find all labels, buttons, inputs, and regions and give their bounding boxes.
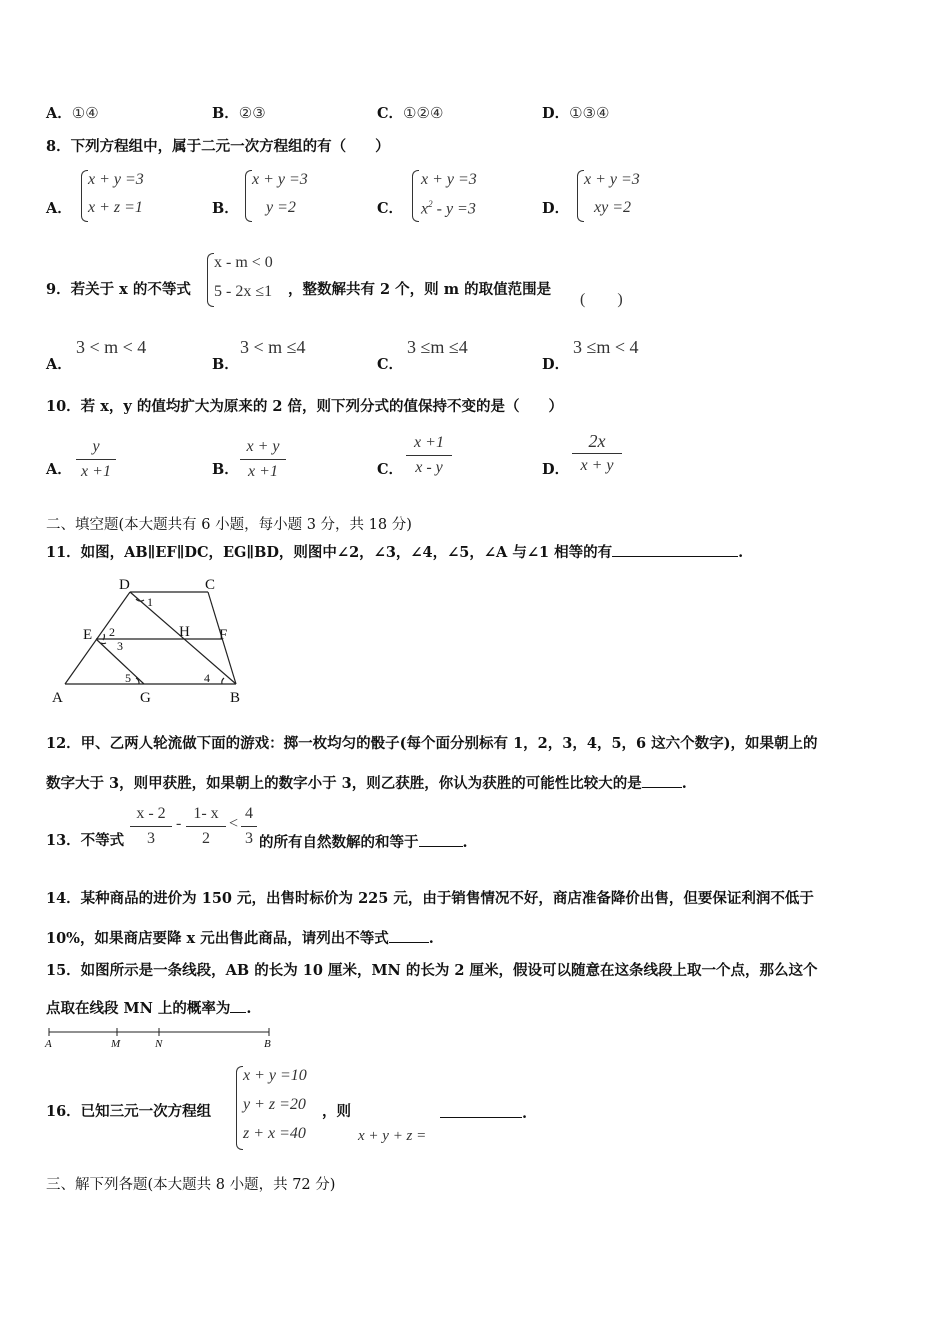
q9-option-b-expr: 3 < m ≤4 <box>240 337 306 357</box>
q9-option-d-expr: 3 ≤m < 4 <box>573 337 639 357</box>
q11-angle-3: 3 <box>117 639 123 653</box>
q13-fraction-2: 1- x 2 <box>186 804 226 849</box>
q8-option-d-brace <box>577 170 584 222</box>
q16-prefix: 16．已知三元一次方程组 <box>46 1103 212 1120</box>
q9-prefix: 9．若关于 x 的不等式 <box>46 281 191 298</box>
q8-option-c-brace <box>412 170 419 222</box>
q10-option-a-fraction: y x +1 <box>76 437 116 482</box>
q11-label-f: F <box>219 627 228 643</box>
q16-system-brace <box>236 1066 243 1150</box>
q11-label-a: A <box>52 690 63 706</box>
q9-paren: ( ) <box>580 291 623 308</box>
q11-label-b: B <box>230 690 241 706</box>
q12-answer-blank <box>642 773 682 788</box>
q12-line2: 数字大于 3，则甲获胜，如果朝上的数字小于 3，则乙获胜，你认为获胜的可能性比较大的是 . <box>46 775 687 792</box>
q11-angle-4: 4 <box>204 671 210 685</box>
q8-option-b-line2: y =2 <box>266 199 296 216</box>
q15-label-m: M <box>111 1038 121 1050</box>
q8-option-c-letter: C． <box>377 200 404 217</box>
q8-option-d-line1: x + y =3 <box>584 171 640 188</box>
q13-less-than: < <box>229 815 239 832</box>
q10-option-b-letter: B． <box>212 461 239 478</box>
q8-option-c-line2: $x^2 - y =3$ <box>421 199 476 218</box>
q11-label-e: E <box>83 627 93 643</box>
q16-system-line1: x + y =10 <box>243 1067 307 1084</box>
q10-option-d-letter: D． <box>542 461 570 478</box>
q11-answer-blank <box>612 542 738 557</box>
q16-answer-blank <box>440 1103 522 1118</box>
q8-option-a-brace <box>81 170 88 222</box>
q12-line1: 12．甲、乙两人轮流做下面的游戏：掷一枚均匀的骰子(每个面分别标有 1，2，3，4，5，6 这六个数字)，如果朝上的 <box>46 735 818 752</box>
q14-answer-blank <box>389 928 429 943</box>
q9-option-d-letter: D． <box>542 356 570 373</box>
q13-fraction-1: x - 2 3 <box>130 804 172 849</box>
q9-system-brace <box>207 253 214 307</box>
q15-line2: 点取在线段 MN 上的概率为 . <box>46 1000 252 1017</box>
q10-option-c-letter: C． <box>377 461 404 478</box>
q8-option-d-line2: xy =2 <box>594 199 631 216</box>
q9-option-c-expr: 3 ≤m ≤4 <box>407 337 468 357</box>
q16-system-line3: z + x =40 <box>243 1125 306 1142</box>
q15-label-n: N <box>155 1038 163 1050</box>
q7-option-d: D．①③④ <box>542 105 610 122</box>
q9-option-c-letter: C． <box>377 356 404 373</box>
q10-option-a-letter: A． <box>46 461 72 478</box>
q8-option-a-letter: A． <box>46 200 72 217</box>
q13-prefix: 13．不等式 <box>46 832 125 849</box>
q8-option-a-line2: x + z =1 <box>88 199 143 216</box>
q13-minus: - <box>176 815 182 832</box>
q11-label-c: C <box>205 577 216 593</box>
section-2-title: 二、填空题(本大题共有 6 小题，每小题 3 分，共 18 分) <box>46 517 412 533</box>
q11-angle-5: 5 <box>125 671 131 685</box>
q14-line1: 14．某种商品的进价为 150 元，出售时标价为 225 元，由于销售情况不好，商店准备降价出售，但要保证利润不低于 <box>46 890 814 907</box>
q15-segment-figure <box>40 1024 280 1050</box>
q9-system-line2: 5 - 2x ≤1 <box>214 283 273 300</box>
q7-option-c: C．①②④ <box>377 105 444 122</box>
q11-stem: 11．如图，AB∥EF∥DC，EG∥BD，则图中∠2，∠3，∠4，∠5，∠A 与∠1 相等的有 . <box>46 544 744 561</box>
q11-angle-1: 1 <box>147 595 153 609</box>
q9-option-b-letter: B． <box>212 356 239 373</box>
q11-figure <box>46 570 256 710</box>
q8-option-c-line1: x + y =3 <box>421 171 477 188</box>
q9-system-line1: x - m < 0 <box>214 254 273 271</box>
q10-option-d-fraction: 2x x + y <box>572 431 622 476</box>
q10-stem: 10．若 x，y 的值均扩大为原来的 2 倍，则下列分式的值保持不变的是（ ） <box>46 398 564 415</box>
q16-answer: . <box>440 1103 527 1123</box>
q13-answer-blank <box>419 832 463 847</box>
q9-suffix: ，整数解共有 2 个，则 m 的取值范围是 <box>288 281 552 298</box>
q11-angle-2: 2 <box>109 625 115 639</box>
q10-option-c-fraction: x +1 x - y <box>406 433 452 478</box>
q13-suffix: 的所有自然数解的和等于 . <box>259 834 468 851</box>
q11-label-d: D <box>119 577 130 593</box>
q15-line1: 15．如图所示是一条线段，AB 的长为 10 厘米，MN 的长为 2 厘米，假设可以随意在这条线段上取一个点，那么这个 <box>46 962 818 979</box>
q11-label-g: G <box>140 690 151 706</box>
q15-answer-blank <box>230 998 246 1013</box>
q9-option-a-expr: 3 < m < 4 <box>76 337 147 357</box>
q7-option-b: B．②③ <box>212 105 266 122</box>
q8-option-b-brace <box>245 170 252 222</box>
q16-mid: ，则 <box>322 1103 351 1120</box>
section-3-title: 三、解下列各题(本大题共 8 小题，共 72 分) <box>46 1177 336 1193</box>
q9-option-a-letter: A． <box>46 356 72 373</box>
q10-option-b-fraction: x + y x +1 <box>240 437 286 482</box>
q8-option-b-letter: B． <box>212 200 239 217</box>
q14-line2: 10%，如果商店要降 x 元出售此商品，请列出不等式 . <box>46 930 434 947</box>
q8-option-a-line1: x + y =3 <box>88 171 144 188</box>
q8-option-b-line1: x + y =3 <box>252 171 308 188</box>
q16-expr: x + y + z = <box>358 1128 427 1144</box>
q8-stem: 8．下列方程组中，属于二元一次方程组的有（ ） <box>46 138 390 155</box>
q15-label-a: A <box>45 1038 52 1050</box>
q15-label-b: B <box>264 1038 271 1050</box>
q8-option-d-letter: D． <box>542 200 570 217</box>
q16-system-line2: y + z =20 <box>243 1096 306 1113</box>
q11-label-h: H <box>179 624 190 640</box>
q13-fraction-3: 4 3 <box>241 804 257 849</box>
q7-option-a: A．①④ <box>46 105 99 122</box>
